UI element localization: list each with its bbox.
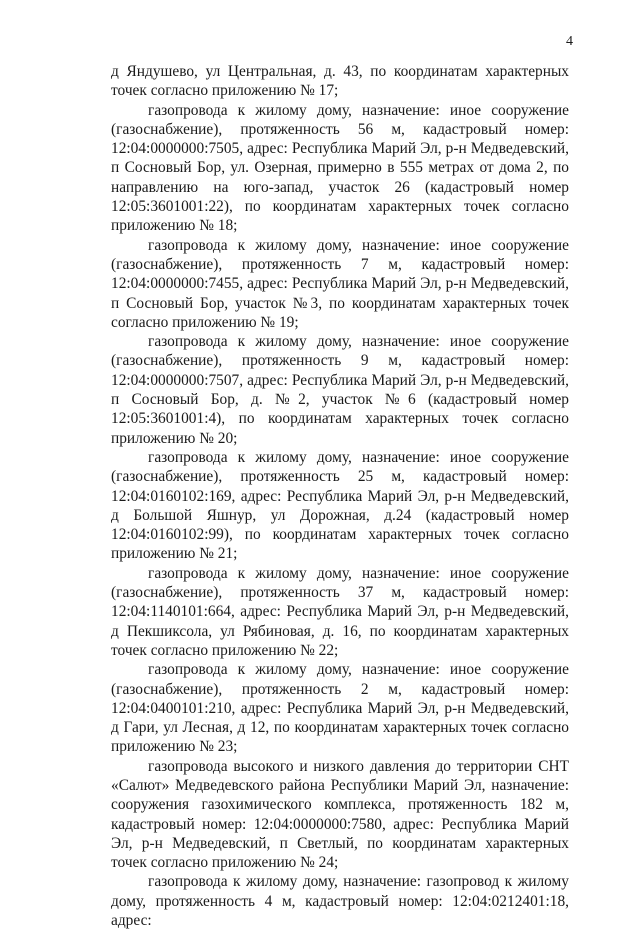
paragraph-continuation: д Яндушево, ул Центральная, д. 43, по координатам характерных точек согласно приложению № 17; <box>111 63 569 100</box>
paragraph-item-23: газопровода к жилому дому, назначение: иное сооружение (газоснабжение), протяженность 2 м, кадастровый номер: 12:04:0400101:210, адрес: Республика Марий Эл, р-н Медведевский, д Гари, ул Лесная, д 12, по координатам характерных точек согласно приложению № 23; <box>111 661 569 756</box>
paragraph-item-25-start: газопровода к жилому дому, назначение: газопровод к жилому дому, протяженность 4 м, кадастровый номер: 12:04:0212401:18, адрес: <box>111 873 569 930</box>
document-body <box>111 62 569 930</box>
paragraph-item-22: газопровода к жилому дому, назначение: иное сооружение (газоснабжение), протяженность 37 м, кадастровый номер: 12:04:1140101:664, адрес: Республика Марий Эл, р-н Медведевский, д Пекшиксола, ул Рябиновая, д. 16, по координатам характерных точек согласно приложению № 22; <box>111 564 569 659</box>
paragraph-item-18: газопровода к жилому дому, назначение: иное сооружение (газоснабжение), протяженность 56 м, кадастровый номер: 12:04:0000000:7505, адрес: Республика Марий Эл, р-н Медведевский, п Сосновый Бор, ул. Озерная, примерно в 555 метрах от дома 2, по направлению на юго-запад, участок 26 (кадастровый номер 12:05:3601001:22), по координатам характерных точек согласно приложению № 18; <box>111 101 569 235</box>
paragraph-item-21: газопровода к жилому дому, назначение: иное сооружение (газоснабжение), протяженность 25 м, кадастровый номер: 12:04:0160102:169, адрес: Республика Марий Эл, р-н Медведевский, д Большой Яшнур, ул Дорожная, д.24 (кадастровый номер 12:04:0160102:99), по координатам характерных точек согласно приложению № 21; <box>111 448 569 563</box>
paragraph-item-19: газопровода к жилому дому, назначение: иное сооружение (газоснабжение), протяженность 7 м, кадастровый номер: 12:04:0000000:7455, адрес: Республика Марий Эл, р-н Медведевский, п Сосновый Бор, участок №3, по координатам характерных точек согласно приложению № 19; <box>111 236 569 331</box>
page-number: 4 <box>566 34 573 49</box>
paragraph-item-20: газопровода к жилому дому, назначение: иное сооружение (газоснабжение), протяженность 9 м, кадастровый номер: 12:04:0000000:7507, адрес: Республика Марий Эл, р-н Медведевский, п Сосновый Бор, д. №2, участок №6 (кадастровый номер 12:05:3601001:4), по координатам характерных точек согласно приложению № 20; <box>111 333 569 447</box>
paragraph-item-24: газопровода высокого и низкого давления до территории СНТ «Салют» Медведевского района Республики Марий Эл, назначение: сооружения газохимического комплекса, протяженность 182 м, кадастровый номер: 12:04:0000000:7580, адрес: Республика Марий Эл, р-н Медведевский, п Светлый, по координатам характерных точек согласно приложению № 24; <box>111 757 569 872</box>
